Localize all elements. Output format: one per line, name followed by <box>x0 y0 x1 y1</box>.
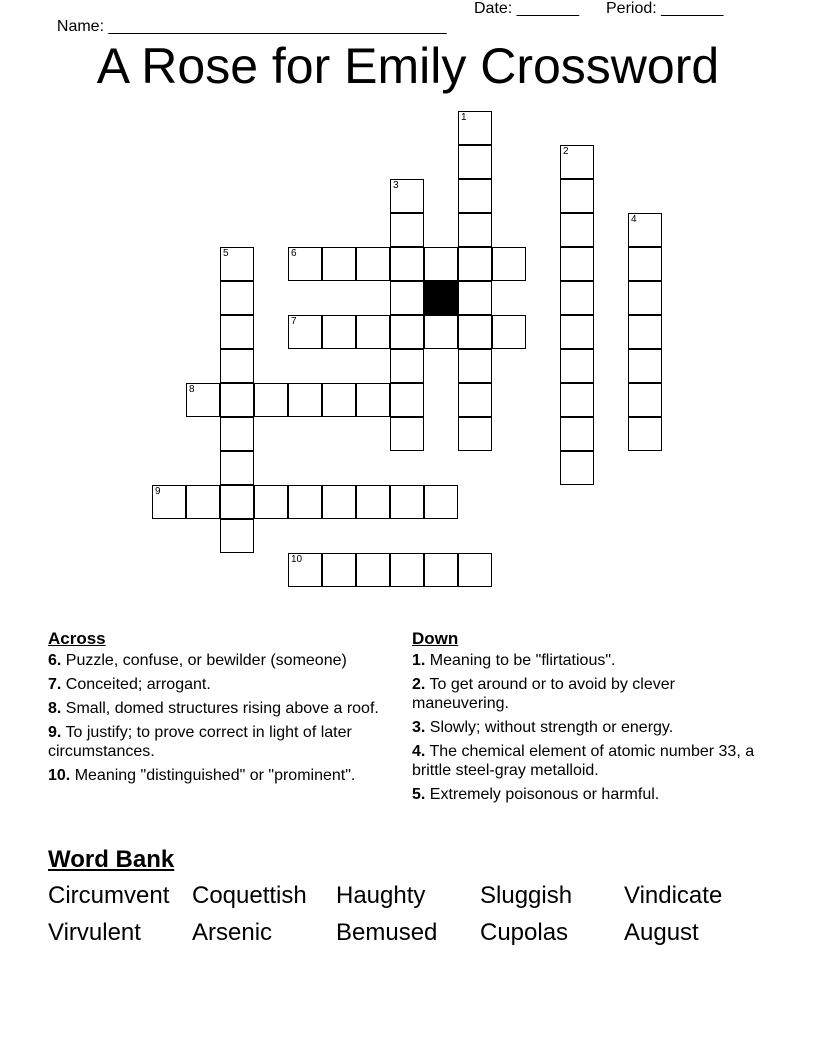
crossword-cell[interactable] <box>458 417 492 451</box>
crossword-cell[interactable] <box>220 485 254 519</box>
crossword-cell[interactable] <box>628 315 662 349</box>
word-bank-item: Sluggish <box>480 882 573 909</box>
crossword-cell[interactable] <box>560 247 594 281</box>
crossword-cell[interactable] <box>390 349 424 383</box>
word-bank <box>48 882 768 947</box>
crossword-cell[interactable] <box>628 349 662 383</box>
word-bank-item: Coquettish <box>192 882 307 909</box>
crossword-cell[interactable] <box>560 383 594 417</box>
crossword-black-cell <box>424 281 458 315</box>
crossword-cell[interactable] <box>186 383 220 417</box>
crossword-cell[interactable] <box>458 315 492 349</box>
word-bank-item: Haughty <box>336 882 426 909</box>
crossword-cell[interactable] <box>560 315 594 349</box>
crossword-cell[interactable] <box>220 417 254 451</box>
crossword-cell[interactable] <box>424 553 458 587</box>
clue-down-3: 3. Slowly; without strength or energy. <box>412 719 674 736</box>
word-bank-item: August <box>624 919 699 946</box>
clue-down-2: 2. To get around or to avoid by clever maneuvering. <box>412 676 675 712</box>
crossword-cell[interactable] <box>220 281 254 315</box>
crossword-cell[interactable] <box>220 519 254 553</box>
crossword-cell[interactable] <box>560 281 594 315</box>
crossword-cell[interactable] <box>628 247 662 281</box>
crossword-cell[interactable] <box>288 315 322 349</box>
crossword-cell[interactable] <box>458 383 492 417</box>
crossword-cell[interactable] <box>560 179 594 213</box>
crossword-cell[interactable] <box>322 383 356 417</box>
clue-number: 8 <box>189 384 195 395</box>
crossword-cell[interactable] <box>390 553 424 587</box>
crossword-cell[interactable] <box>628 281 662 315</box>
crossword-cell[interactable] <box>186 485 220 519</box>
crossword-cell[interactable] <box>322 247 356 281</box>
crossword-cell[interactable] <box>356 485 390 519</box>
clue-across-7: 7. Conceited; arrogant. <box>48 676 211 693</box>
clue-across-8: 8. Small, domed structures rising above a roof. <box>48 700 379 717</box>
crossword-cell[interactable] <box>356 383 390 417</box>
crossword-cell[interactable] <box>220 383 254 417</box>
clue-number: 5 <box>223 248 229 259</box>
crossword-cell[interactable] <box>390 485 424 519</box>
crossword-cell[interactable] <box>560 349 594 383</box>
crossword-cell[interactable] <box>390 179 424 213</box>
crossword-cell[interactable] <box>560 451 594 485</box>
crossword-cell[interactable] <box>560 417 594 451</box>
crossword-cell[interactable] <box>288 383 322 417</box>
across-clues <box>48 629 388 790</box>
period-field[interactable]: Period: _______ <box>606 0 724 17</box>
crossword-cell[interactable] <box>628 417 662 451</box>
crossword-cell[interactable] <box>560 213 594 247</box>
crossword-cell[interactable] <box>254 485 288 519</box>
crossword-cell[interactable] <box>458 111 492 145</box>
crossword-cell[interactable] <box>628 383 662 417</box>
word-bank-item: Arsenic <box>192 919 273 946</box>
down-heading: Down <box>412 629 459 648</box>
date-field[interactable]: Date: _______ <box>474 0 579 17</box>
name-field[interactable]: Name: ______________________________________ <box>56 18 447 35</box>
crossword-cell[interactable] <box>458 553 492 587</box>
clue-down-4: 4. The chemical element of atomic number 33, a brittle steel-gray metalloid. <box>412 743 755 779</box>
crossword-cell[interactable] <box>288 247 322 281</box>
crossword-cell[interactable] <box>492 315 526 349</box>
word-bank-item: Virvulent <box>48 919 141 946</box>
clue-across-9: 9. To justify; to prove correct in light of later circumstances. <box>48 724 352 760</box>
clue-number: 7 <box>291 316 297 327</box>
crossword-cell[interactable] <box>492 247 526 281</box>
clue-number: 6 <box>291 248 297 259</box>
word-bank-item: Cupolas <box>480 919 569 946</box>
crossword-cell[interactable] <box>390 383 424 417</box>
down-clues <box>412 629 757 809</box>
word-bank-item: Circumvent <box>48 882 170 909</box>
crossword-cell[interactable] <box>458 247 492 281</box>
crossword-cell[interactable] <box>458 213 492 247</box>
crossword-cell[interactable] <box>458 281 492 315</box>
word-bank-item: Vindicate <box>624 882 723 909</box>
clue-number: 2 <box>563 146 569 157</box>
crossword-cell[interactable] <box>322 553 356 587</box>
crossword-cell[interactable] <box>390 417 424 451</box>
crossword-cell[interactable] <box>390 281 424 315</box>
crossword-cell[interactable] <box>322 315 356 349</box>
clue-down-5: 5. Extremely poisonous or harmful. <box>412 786 660 803</box>
crossword-cell[interactable] <box>356 553 390 587</box>
crossword-cell[interactable] <box>220 451 254 485</box>
clue-across-6: 6. Puzzle, confuse, or bewilder (someone) <box>48 652 347 669</box>
crossword-cell[interactable] <box>390 213 424 247</box>
page-title: A Rose for Emily Crossword <box>96 38 720 94</box>
crossword-cell[interactable] <box>560 145 594 179</box>
crossword-cell[interactable] <box>288 485 322 519</box>
crossword-cell[interactable] <box>288 553 322 587</box>
crossword-cell[interactable] <box>458 145 492 179</box>
crossword-cell[interactable] <box>424 315 458 349</box>
crossword-cell[interactable] <box>356 247 390 281</box>
crossword-cell[interactable] <box>390 247 424 281</box>
clue-down-1: 1. Meaning to be "flirtatious". <box>412 652 616 669</box>
clue-number: 10 <box>291 554 303 565</box>
across-heading: Across <box>48 629 106 648</box>
crossword-cell[interactable] <box>424 485 458 519</box>
crossword-cell[interactable] <box>220 315 254 349</box>
crossword-cell[interactable] <box>220 247 254 281</box>
clue-number: 1 <box>461 112 467 123</box>
word-bank-title: Word Bank <box>48 846 175 873</box>
crossword-cell[interactable] <box>152 485 186 519</box>
crossword-cell[interactable] <box>390 315 424 349</box>
clue-number: 3 <box>393 180 399 191</box>
crossword-cell[interactable] <box>458 349 492 383</box>
clue-number: 4 <box>631 214 637 225</box>
crossword-cell[interactable] <box>628 213 662 247</box>
clue-across-10: 10. Meaning "distinguished" or "prominent". <box>48 767 356 784</box>
crossword-cell[interactable] <box>322 485 356 519</box>
crossword-cell[interactable] <box>254 383 288 417</box>
crossword-cell[interactable] <box>356 315 390 349</box>
crossword-cell[interactable] <box>220 349 254 383</box>
clue-number: 9 <box>155 486 161 497</box>
crossword-cell[interactable] <box>458 179 492 213</box>
word-bank-item: Bemused <box>336 919 438 946</box>
crossword-cell[interactable] <box>424 247 458 281</box>
